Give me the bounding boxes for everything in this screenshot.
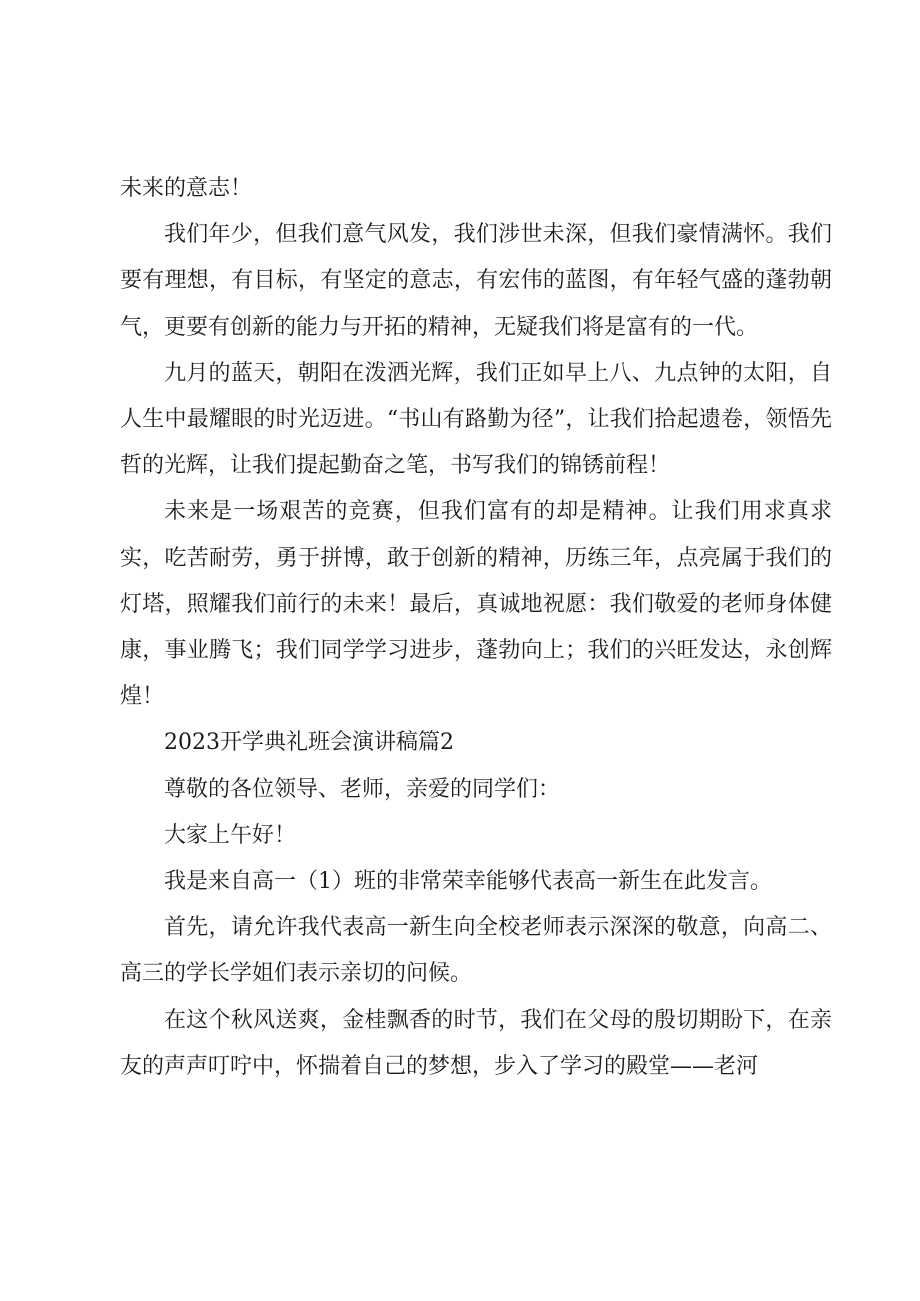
paragraph: 我是来自高一（1）班的非常荣幸能够代表高一新生在此发言。	[164, 869, 772, 895]
greeting: 大家上午好！	[164, 822, 297, 848]
paragraph: 我们年少，但我们意气风发，我们涉世未深，但我们豪情满怀。我们要有理想，有目标，有坚定的意志，有宏伟的蓝图，有年轻气盛的蓬勃朝气，更要有创新的能力与开拓的精神，无疑我们将是富有的一代。	[120, 222, 832, 340]
paragraph: 九月的蓝天，朝阳在泼洒光辉，我们正如早上八、九点钟的太阳，自人生中最耀眼的时光迈进。“书山有路勤为径”，让我们拾起遗卷，领悟先哲的光辉，让我们提起勤奋之笔，书写我们的锦锈前程！	[120, 360, 832, 479]
salutation: 尊敬的各位领导、老师，亲爱的同学们：	[164, 776, 561, 802]
paragraph: 首先，请允许我代表高一新生向全校老师表示深深的敬意，向高二、高三的学长学姐们表示亲切的问候。	[120, 915, 832, 987]
paragraph: 未来是一场艰苦的竞赛，但我们富有的却是精神。让我们用求真求实，吃苦耐劳，勇于拼博，敢于创新的精神，历练三年，点亮属于我们的灯塔，照耀我们前行的未来！最后，真诚地祝愿：我们敬爱的老师身体健康，事业腾飞；我们同学学习进步，蓬勃向上；我们的兴旺发达，永创辉煌！	[120, 499, 832, 710]
section-heading: 2023开学典礼班会演讲稿篇2	[164, 730, 454, 756]
document-body	[120, 166, 832, 1090]
paragraph: 在这个秋风送爽，金桂飘香的时节，我们在父母的殷切期盼下，在亲友的声声叮咛中，怀揣着自己的梦想，步入了学习的殿堂——老河	[120, 1007, 832, 1079]
paragraph-continuation: 未来的意志！	[120, 176, 253, 201]
